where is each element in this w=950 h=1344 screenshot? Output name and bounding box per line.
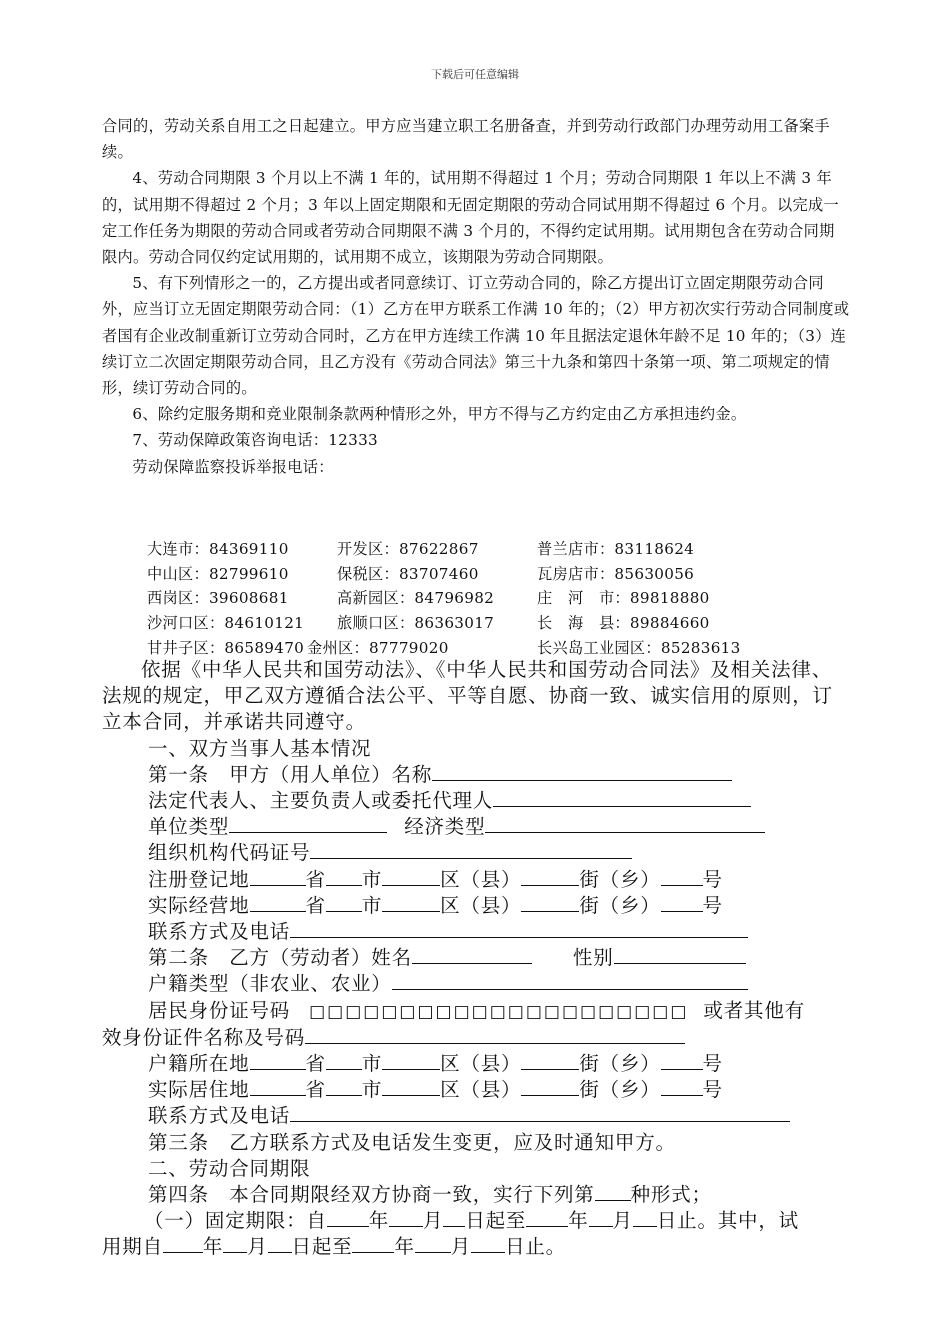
day-field[interactable] <box>471 1234 505 1253</box>
form-choice-field[interactable] <box>595 1182 631 1201</box>
city-field[interactable] <box>326 1077 362 1096</box>
street-field[interactable] <box>521 1077 579 1096</box>
org-code-label: 组织机构代码证号 <box>148 841 311 865</box>
article-4-row <box>102 1182 850 1208</box>
year-field[interactable] <box>526 1208 568 1227</box>
fixed-term-row <box>102 1208 850 1234</box>
addr-part: 街（乡） <box>579 867 661 891</box>
employee-name-row <box>102 945 850 971</box>
day-field[interactable] <box>268 1234 292 1253</box>
addr-part: 街（乡） <box>579 1052 661 1076</box>
number-field[interactable] <box>661 1077 703 1096</box>
district-field[interactable] <box>382 867 440 886</box>
contact-field[interactable] <box>290 919 748 938</box>
paragraph-4: 4、劳动合同期限 3 个月以上不满 1 年的，试用期不得超过 1 个月；劳动合同期限 1 年以上不满 3 年的，试用期不得超过 2 个月；3 年以上固定期限和无固定期限的劳动合同试用期不得超过 6 个月。以完成一定工作任务为期限的劳动合同或者劳动合同期限不满 3 个月的，不得约定试用期。试用期包含在劳动合同期限内。劳动合同仅约定试用期的，试用期不成立，该期限为劳动合同期限。 <box>102 169 839 267</box>
gender-label: 性别 <box>572 946 614 970</box>
econ-type-label: 经济类型 <box>404 815 486 839</box>
act-addr-label: 实际经营地 <box>148 893 250 917</box>
province-field[interactable] <box>250 893 306 912</box>
id-number-boxes[interactable]: □□□□□□□□□□□□□□□□□□□□□ <box>309 1001 689 1022</box>
phone-entry: 金州区：87779020 <box>307 639 449 657</box>
date-part: 年 <box>368 1209 390 1233</box>
addr-part: 街（乡） <box>579 893 661 917</box>
addr-part: 号 <box>702 867 723 891</box>
district-field[interactable] <box>382 893 440 912</box>
hukou-type-row <box>102 971 850 997</box>
article-4-label-end: 种形式； <box>630 1183 712 1207</box>
district-field[interactable] <box>382 1051 440 1070</box>
number-field[interactable] <box>661 893 703 912</box>
phone-entry: 长 海 县：89884660 <box>537 614 710 632</box>
paragraph-continued: 合同的，劳动关系自用工之日起建立。甲方应当建立职工名册备查，并到劳动行政部门办理劳动用工备案手续。 <box>102 117 830 162</box>
date-part: 月 <box>423 1209 444 1233</box>
phone-entry: 普兰店市：83118624 <box>537 540 695 558</box>
phone-entry: 保税区：83707460 <box>337 565 479 583</box>
employer-name-field[interactable] <box>432 762 732 781</box>
date-part: 年 <box>394 1235 415 1259</box>
addr-part: 区（县） <box>440 867 522 891</box>
hukou-type-field[interactable] <box>392 971 748 990</box>
date-part: 日起至 <box>465 1209 527 1233</box>
date-part: 日止。 <box>505 1235 566 1259</box>
day-field[interactable] <box>443 1208 465 1227</box>
addr-part: 省 <box>305 867 326 891</box>
addr-part: 区（县） <box>440 1078 522 1102</box>
org-code-field[interactable] <box>310 840 632 859</box>
unit-type-label: 单位类型 <box>148 815 230 839</box>
contact-label: 联系方式及电话 <box>148 920 291 944</box>
addr-part: 省 <box>305 1078 326 1102</box>
addr-part: 省 <box>305 893 326 917</box>
date-part: 日止。其中，试 <box>656 1209 799 1233</box>
date-part: 日起至 <box>291 1235 353 1259</box>
live-addr-row <box>102 1077 850 1103</box>
province-field[interactable] <box>250 867 306 886</box>
city-field[interactable] <box>326 867 362 886</box>
contact-row <box>102 919 850 945</box>
act-addr-row <box>102 893 850 919</box>
number-field[interactable] <box>661 1051 703 1070</box>
addr-part: 市 <box>361 1078 383 1102</box>
phone-entry: 甘井子区：86589470 <box>147 639 305 657</box>
district-field[interactable] <box>382 1077 440 1096</box>
street-field[interactable] <box>521 893 579 912</box>
phone-entry: 西岗区：39608681 <box>147 589 289 607</box>
phone-entry: 旅顺口区：86363017 <box>337 614 495 632</box>
street-field[interactable] <box>521 867 579 886</box>
econ-type-field[interactable] <box>485 814 765 833</box>
phone-entry: 瓦房店市：85630056 <box>537 565 695 583</box>
month-field[interactable] <box>415 1234 451 1253</box>
date-part: 月 <box>450 1235 472 1259</box>
street-field[interactable] <box>521 1051 579 1070</box>
id-other-field[interactable] <box>305 1025 685 1044</box>
addr-part: 省 <box>305 1052 326 1076</box>
paragraph-5: 5、有下列情形之一的，乙方提出或者同意续订、订立劳动合同的，除乙方提出订立固定期限劳动合同外，应当订立无固定期限劳动合同：（1）乙方在甲方联系工作满 10 年的；（2）甲方初次实行劳动合同制度或者国有企业改制重新订立劳动合同时，乙方在甲方连续工作满 10 年且据法定退休年龄不足 10 年的；（3）连续订立二次固定期限劳动合同，且乙方没有《劳动合同法》第三十九条和第四十条第一项、第二项规定的情形，续订劳动合同的。 <box>102 274 850 398</box>
phone-entry: 庄 河 市：89818880 <box>537 589 710 607</box>
reg-addr-label: 注册登记地 <box>148 867 250 891</box>
gender-field[interactable] <box>614 945 746 964</box>
live-addr-label: 实际居住地 <box>148 1078 250 1102</box>
paragraph-7: 7、劳动保障政策咨询电话：12333 <box>132 431 379 450</box>
date-part: 月 <box>612 1209 633 1233</box>
addr-part: 街（乡） <box>579 1078 661 1102</box>
date-part: 年 <box>568 1209 589 1233</box>
addr-part: 市 <box>361 1052 383 1076</box>
province-field[interactable] <box>250 1077 306 1096</box>
year-field[interactable] <box>163 1234 203 1253</box>
legal-rep-label: 法定代表人、主要负责人或委托代理人 <box>148 789 494 813</box>
contact2-row <box>102 1103 850 1129</box>
employer-name-row <box>102 762 850 788</box>
date-part: 月 <box>247 1235 268 1259</box>
probation-label: 用期自 <box>102 1235 163 1259</box>
id-other-label-cont: 效身份证件名称及号码 <box>102 1025 306 1049</box>
complaint-title: 劳动保障监察投诉举报电话： <box>132 457 334 476</box>
addr-part: 号 <box>702 1052 723 1076</box>
addr-part: 区（县） <box>440 893 522 917</box>
city-field[interactable] <box>326 1051 362 1070</box>
month-field[interactable] <box>589 1208 613 1227</box>
year-field[interactable] <box>327 1208 369 1227</box>
unit-type-row <box>102 814 850 840</box>
section-title: 二、劳动合同期限 <box>148 1156 311 1180</box>
article-4-label: 第四条 本合同期限经双方协商一致，实行下列第 <box>148 1183 595 1207</box>
province-field[interactable] <box>250 1051 306 1070</box>
phone-entry: 中山区：82799610 <box>147 565 289 583</box>
article-2-label: 第二条 乙方（劳动者）姓名 <box>148 946 412 970</box>
addr-part: 区（县） <box>440 1052 522 1076</box>
hukou-addr-row <box>102 1051 850 1077</box>
phone-entry: 沙河口区：84610121 <box>147 614 305 632</box>
probation-row <box>102 1234 850 1260</box>
hukou-addr-label: 户籍所在地 <box>148 1052 250 1076</box>
fixed-term-label: （一）固定期限：自 <box>144 1209 327 1233</box>
date-part: 年 <box>202 1235 224 1259</box>
section-title: 一、双方当事人基本情况 <box>148 736 372 760</box>
paragraph-6: 6、除约定服务期和竞业限制条款两种情形之外，甲方不得与乙方约定由乙方承担违约金。 <box>132 405 747 424</box>
contract-body <box>102 657 850 1261</box>
clause-block <box>102 113 850 480</box>
id-other-label: 或者其他有 <box>703 998 805 1022</box>
legal-rep-field[interactable] <box>493 788 751 807</box>
phone-entry: 大连市：84369110 <box>147 540 289 558</box>
addr-part: 号 <box>702 1078 723 1102</box>
day-field[interactable] <box>633 1208 657 1227</box>
id-label: 居民身份证号码 <box>148 998 291 1022</box>
contact2-label: 联系方式及电话 <box>148 1104 291 1128</box>
phone-entry: 开发区：87622867 <box>337 540 479 558</box>
reg-addr-row <box>102 867 850 893</box>
phone-entry: 长兴岛工业园区：85283613 <box>537 639 741 657</box>
addr-part: 市 <box>361 893 383 917</box>
addr-part: 市 <box>361 867 383 891</box>
phone-entry: 高新园区：84796982 <box>337 589 495 607</box>
employee-name-field[interactable] <box>412 945 532 964</box>
id-row <box>102 998 850 1025</box>
unit-type-field[interactable] <box>229 814 387 833</box>
intro-paragraph: 依据《中华人民共和国劳动法》、《中华人民共和国劳动合同法》及相关法律、法规的规定，甲乙双方遵循合法公平、平等自愿、协商一致、诚实信用的原则，订立本合同，并承诺共同遵守。 <box>102 658 833 734</box>
article-3: 第三条 乙方联系方式及电话发生变更，应及时通知甲方。 <box>148 1130 676 1154</box>
city-field[interactable] <box>326 893 362 912</box>
hukou-type-label: 户籍类型（非农业、农业） <box>148 972 392 996</box>
number-field[interactable] <box>661 867 703 886</box>
month-field[interactable] <box>389 1208 423 1227</box>
id-other-row <box>102 1025 850 1051</box>
contact2-field[interactable] <box>290 1103 790 1122</box>
article-1-label: 第一条 甲方（用人单位）名称 <box>148 762 433 786</box>
legal-rep-row <box>102 788 850 814</box>
addr-part: 号 <box>702 893 723 917</box>
page-header: 下载后可任意编辑 <box>431 68 519 81</box>
year-field[interactable] <box>352 1234 394 1253</box>
month-field[interactable] <box>223 1234 247 1253</box>
org-code-row <box>102 840 850 866</box>
